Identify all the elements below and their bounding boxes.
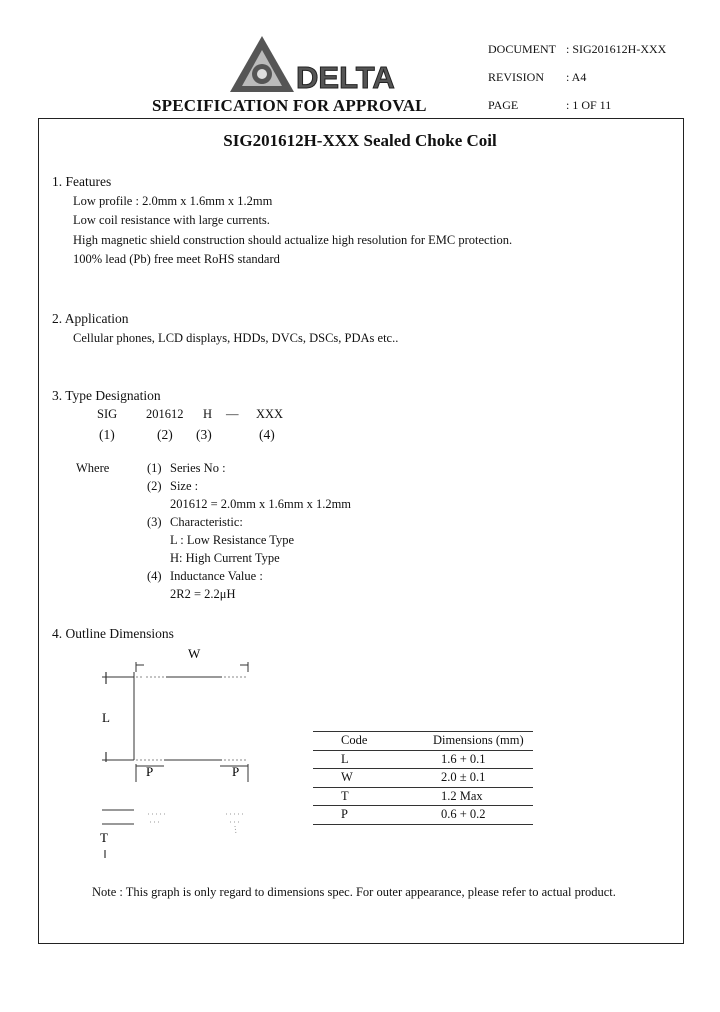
svg-text:DELTA: DELTA	[296, 60, 395, 95]
cell-dimension: 1.6 + 0.1	[441, 751, 486, 766]
where-item: 2R2 = 2.2μH	[170, 587, 236, 601]
application-heading: 2. Application	[52, 311, 129, 326]
code-index: (4)	[259, 427, 275, 442]
code-part-dash: —	[226, 407, 239, 421]
where-item: Inductance Value :	[170, 569, 263, 583]
delta-logo	[228, 34, 410, 96]
outline-drawing	[96, 644, 266, 864]
outline-heading: 4. Outline Dimensions	[52, 626, 174, 641]
revision-value: : A4	[566, 70, 587, 84]
code-index: (2)	[157, 427, 173, 442]
code-part-inductance: XXX	[256, 407, 284, 421]
cell-code: L	[341, 751, 349, 766]
document-label: DOCUMENT	[488, 42, 556, 56]
where-label: Where	[76, 461, 110, 475]
page-label: PAGE	[488, 98, 519, 112]
table-row	[313, 769, 533, 788]
outline-note: Note : This graph is only regard to dimensions spec. For outer appearance, please refer to actual product.	[92, 885, 616, 899]
where-num: (3)	[147, 515, 162, 529]
cell-code: P	[341, 807, 348, 822]
page-value: : 1 OF 11	[566, 98, 612, 112]
spec-title: SPECIFICATION FOR APPROVAL	[152, 96, 427, 115]
where-num: (2)	[147, 479, 162, 493]
revision-label: REVISION	[488, 70, 544, 84]
dim-label-l: L	[102, 710, 110, 725]
code-index: (3)	[196, 427, 212, 442]
application-line: Cellular phones, LCD displays, HDDs, DVCs, DSCs, PDAs etc..	[73, 331, 399, 345]
type-designation-heading: 3. Type Designation	[52, 388, 161, 403]
table-row	[313, 750, 533, 769]
where-item: H: High Current Type	[170, 551, 280, 565]
table-row	[313, 806, 533, 825]
where-item: Size :	[170, 479, 199, 493]
features-line: High magnetic shield construction should actualize high resolution for EMC protection.	[73, 233, 513, 247]
where-num: (4)	[147, 569, 162, 583]
cell-dimension: 2.0 ± 0.1	[441, 770, 486, 785]
code-part-size: 201612	[146, 407, 184, 421]
dim-label-p2: P	[232, 764, 240, 779]
features-line: 100% lead (Pb) free meet RoHS standard	[73, 252, 280, 266]
features-line: Low profile : 2.0mm x 1.6mm x 1.2mm	[73, 194, 273, 208]
where-item: L : Low Resistance Type	[170, 533, 295, 547]
cell-dimension: 1.2 Max	[441, 788, 483, 803]
where-num: (1)	[147, 461, 162, 475]
col-header-code: Code	[341, 733, 368, 748]
features-line: Low coil resistance with large currents.	[73, 213, 270, 227]
dim-label-t: T	[100, 830, 108, 845]
delta-logo-icon	[228, 34, 410, 96]
table-header-row	[313, 732, 533, 751]
cell-code: T	[341, 788, 349, 803]
document-value: : SIG201612H-XXX	[566, 42, 667, 56]
dimensions-table	[313, 731, 533, 825]
dim-label-p1: P	[146, 764, 154, 779]
cell-dimension: 0.6 + 0.2	[441, 807, 486, 822]
where-item: 201612 = 2.0mm x 1.6mm x 1.2mm	[170, 497, 352, 511]
where-item: Characteristic:	[170, 515, 243, 529]
code-part-series: SIG	[97, 407, 118, 421]
code-part-characteristic: H	[203, 407, 213, 421]
features-heading: 1. Features	[52, 174, 112, 189]
where-item: Series No :	[170, 461, 226, 475]
dim-label-w: W	[188, 646, 201, 661]
code-index: (1)	[99, 427, 115, 442]
document-title: SIG201612H-XXX Sealed Choke Coil	[223, 131, 497, 150]
col-header-dimensions: Dimensions (mm)	[433, 733, 524, 748]
cell-code: W	[341, 770, 353, 785]
table-row	[313, 787, 533, 806]
